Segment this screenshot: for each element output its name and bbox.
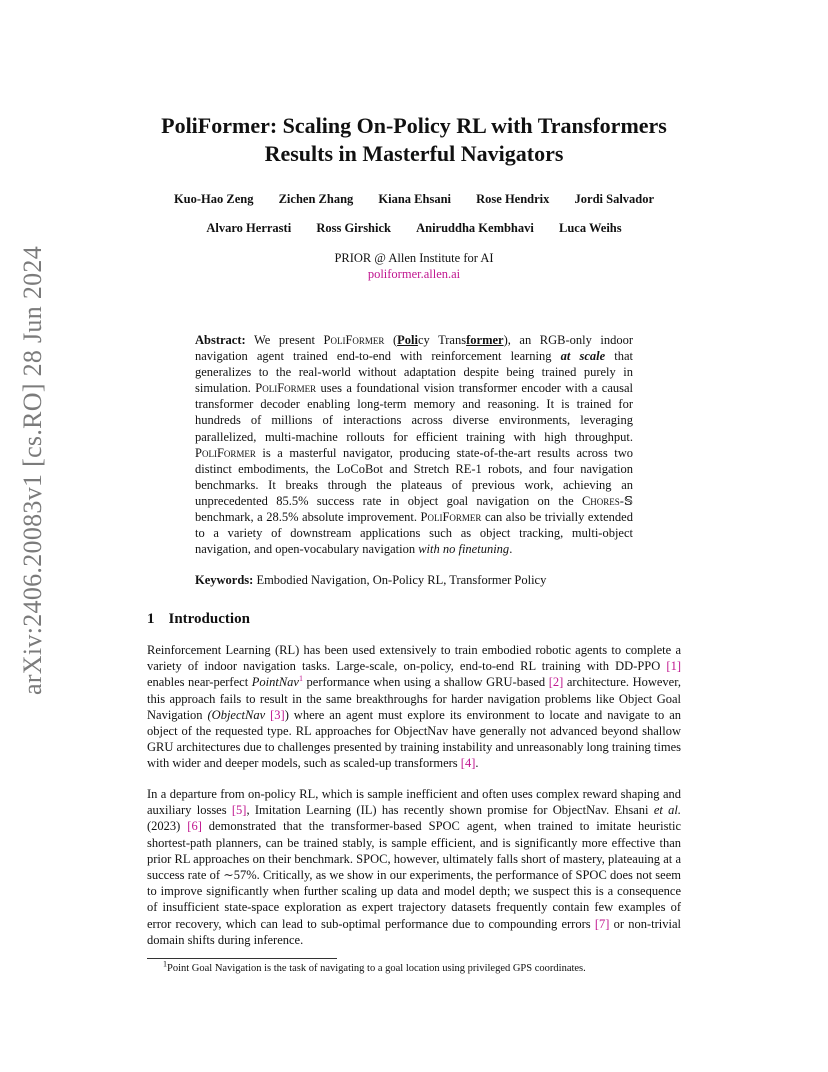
body-text: demonstrated that the transformer-based SPOC agent, when trained to imitate heuristic shortest-path planners, can be trained stably, is sample efficient, and is significantly more effective than prior RL approaches on their benchmark. SPOC, however, ultimately falls short of mastery, plateauing at a success rate of ∼57%. Critically, as we show in our experiments, the performance of SPOC does not seem to improve significantly when further scaling up data and model depth; we suspect this is a consequence of insufficient state-space exploration as expert trajectory datasets frequently contain few examples of error recovery, which can lead to sub-optimal performance due to compounding errors (147, 819, 681, 931)
at-scale-emphasis: at scale (560, 349, 606, 364)
author: Kiana Ehsani (378, 192, 452, 206)
author: Ross Girshick (316, 221, 391, 235)
keywords (195, 573, 633, 588)
citation[interactable]: [7] (594, 916, 610, 931)
section-title: Introduction (168, 611, 250, 627)
body-text: , Imitation Learning (IL) has recently shown promise for ObjectNav. Ehsani (246, 803, 654, 818)
paper-title (100, 112, 728, 168)
affiliation-block (100, 250, 728, 282)
body-text: enables near-perfect (147, 675, 252, 690)
acronym-poli: Poli (397, 333, 418, 347)
intro-paragraph-2 (147, 786, 681, 948)
citation[interactable]: [3] (270, 707, 285, 722)
abstract-text: cy Trans (417, 333, 467, 347)
model-name: PoliFormer (195, 445, 256, 460)
body-text: ) where an agent must explore its environment to locate and navigate to an object of the requested type. RL approaches for ObjectNav have generally not advanced beyond shallow GRU architectures due to challenges presented by training instability and unreasonably long training times with wider and deeper models, such as scaled-up transformers (147, 707, 682, 771)
section-heading (147, 611, 250, 628)
footnote-number: 1 (163, 959, 167, 969)
author: Rose Hendrix (476, 192, 550, 206)
abstract-text: is a masterful navigator, producing state-of-the-art results across two distinct embodiments, the LoCoBot and Stretch RE-1 robots, and four navigation benchmarks. It breaks through the plateaus of previous work, achieving an unprecedented 85.5% success rate in object goal navigation on the (195, 445, 633, 508)
affiliation: PRIOR @ Allen Institute for AI (334, 251, 494, 265)
section-number: 1 (147, 611, 155, 627)
website-link[interactable]: poliformer.allen.ai (367, 267, 461, 281)
pointnav-term: PointNav (251, 675, 299, 690)
title-line-2: Results in Masterful Navigators (264, 141, 564, 166)
citation[interactable]: [5] (231, 803, 247, 818)
abstract-text: benchmark, a 28.5% absolute improvement. (195, 510, 421, 525)
arxiv-identifier: arXiv:2406.20083v1 [cs.RO] 28 Jun 2024 (18, 245, 47, 695)
abstract-text: We present (245, 333, 324, 347)
body-text: (2023) (147, 819, 188, 834)
model-name: PoliFormer (420, 510, 482, 525)
citation[interactable]: [4] (460, 756, 476, 771)
citation[interactable]: [6] (187, 819, 202, 834)
author: Kuo-Hao Zeng (173, 192, 254, 206)
citation[interactable]: [1] (666, 659, 681, 674)
authors-row-1 (100, 192, 728, 207)
footnote-text: Point Goal Navigation is the task of navigating to a goal location using privileged GPS coordinates. (167, 963, 586, 974)
body-text: performance when using a shallow GRU-based (302, 675, 549, 690)
no-finetuning-emphasis: with no finetuning (418, 542, 510, 557)
abstract-text: that generalizes to the real-world without adaptation despite being trained purely in simulation. (195, 349, 633, 396)
model-name: PoliFormer (255, 381, 317, 396)
author: Zichen Zhang (278, 192, 354, 206)
body-text: Reinforcement Learning (RL) has been used extensively to train embodied robotic agents to complete a variety of indoor navigation tasks. Large-scale, on-policy, end-to-end RL training with DD-PPO (147, 643, 681, 674)
abstract-label: Abstract: (195, 333, 246, 347)
benchmark-name: Chores-𝕊 (581, 493, 633, 508)
footnote-marker[interactable]: 1 (298, 674, 303, 684)
objectnav-term: (ObjectNav (207, 707, 266, 722)
abstract (195, 332, 633, 557)
footnote-rule (147, 958, 337, 959)
keywords-label: Keywords: (195, 573, 254, 587)
title-line-1: PoliFormer: Scaling On-Policy RL with Transformers (161, 113, 667, 138)
authors-row-2 (100, 221, 728, 236)
abstract-text: ( (384, 333, 398, 347)
author: Alvaro Herrasti (206, 221, 292, 235)
author: Luca Weihs (558, 221, 622, 235)
abstract-text: can also be trivially extended to a variety of downstream applications such as object tracking, multi-object navigation, and open-vocabulary navigation (195, 510, 633, 557)
author: Jordi Salvador (574, 192, 655, 206)
et-al: et al. (653, 803, 681, 818)
intro-paragraph-1 (147, 642, 681, 772)
footnote (147, 959, 681, 976)
abstract-text: ), an RGB-only indoor navigation agent trained end-to-end with reinforcement learning (195, 333, 634, 364)
keywords-text: Embodied Navigation, On-Policy RL, Transformer Policy (253, 573, 547, 587)
body-text: or non-trivial domain shifts during inference. (147, 916, 681, 947)
model-name: PoliFormer (323, 333, 385, 347)
body-text: architecture. However, this approach fails to result in the same breakthroughs for harder navigation problems like Object Goal Navigation (147, 675, 682, 722)
abstract-text: . (509, 542, 513, 557)
author: Aniruddha Kembhavi (416, 221, 534, 235)
body-text: In a departure from on-policy RL, which is sample inefficient and often uses complex reward shaping and auxiliary losses (147, 787, 681, 818)
acronym-former: former (466, 333, 504, 347)
citation[interactable]: [2] (548, 675, 564, 690)
abstract-text: uses a foundational vision transformer encoder with a causal transformer decoder enabling long-term memory and reasoning. It is trained for hundreds of millions of interactions across diverse environments, leveraging parallelized, multi-machine rollouts for efficient training with high throughput. (195, 381, 634, 444)
body-text: . (475, 756, 479, 771)
